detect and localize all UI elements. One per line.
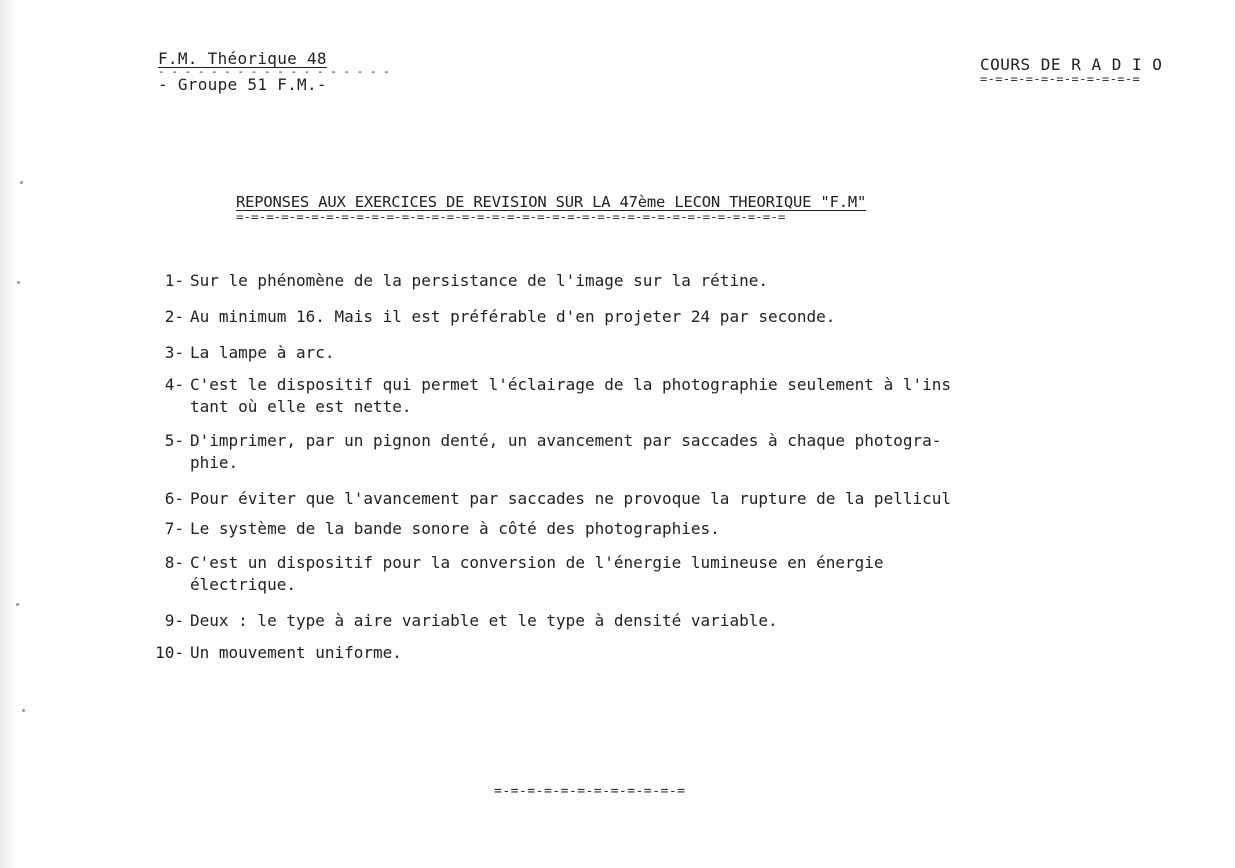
course-title-rule: =-=-=-=-=-=-=-=-=-=-= [980, 72, 1141, 86]
document-title: REPONSES AUX EXERCICES DE REVISION SUR LA 47ème LECON THEORIQUE "F.M" [236, 193, 867, 211]
answer-item [138, 518, 951, 540]
answer-text: Au minimum 16. Mais il est préférable d'en projeter 24 par seconde. [190, 307, 836, 326]
answer-number: 4- [164, 375, 184, 394]
answer-text: Le système de la bande sonore à côté des photographies. [190, 519, 720, 538]
answer-item [138, 270, 951, 292]
answer-item [138, 610, 951, 632]
answer-number: 3- [164, 343, 184, 362]
answer-number: 9- [164, 611, 184, 630]
answer-number: 7- [164, 519, 184, 538]
answer-number: 1- [164, 271, 184, 290]
answer-number: 2- [164, 307, 184, 326]
answer-text: Un mouvement uniforme. [190, 643, 402, 662]
header-left [158, 48, 390, 96]
header-divider: - - - - - - - - - - - - - - - - - - [158, 65, 390, 78]
answer-item [138, 342, 951, 364]
document-title-rule: =-=-=-=-=-=-=-=-=-=-=-=-=-=-=-=-=-=-=-=-=-=-=-=-=-=-=-=-=-=-=-=-=-=-=-=-= [236, 209, 786, 224]
scan-speck [20, 181, 23, 184]
course-reference: F.M. Théorique 48 [158, 49, 327, 68]
course-title: COURS DE R A D I O [980, 55, 1163, 74]
answer-text: La lampe à arc. [190, 343, 335, 362]
answer-text-continuation: électrique. [190, 575, 296, 594]
answer-text: D'imprimer, par un pignon denté, un avancement par saccades à chaque photogra- [190, 431, 942, 450]
answer-item [138, 488, 951, 510]
answer-text: Pour éviter que l'avancement par saccades ne provoque la rupture de la pellicul [190, 489, 951, 508]
scan-speck [17, 281, 20, 284]
answer-item [138, 552, 951, 596]
answer-text-continuation: tant où elle est nette. [190, 397, 412, 416]
answer-item [138, 306, 951, 328]
group-label: - Groupe 51 F.M.- [158, 75, 327, 94]
answer-number: 10- [155, 643, 184, 662]
answer-number: 6- [164, 489, 184, 508]
answer-text: C'est un dispositif pour la conversion de l'énergie lumineuse en énergie [190, 553, 884, 572]
answer-item [138, 374, 951, 418]
answer-text: C'est le dispositif qui permet l'éclairage de la photographie seulement à l'ins [190, 375, 951, 394]
footer-divider: =-=-=-=-=-=-=-=-=-=-=-= [494, 784, 686, 799]
answer-text-continuation: phie. [190, 453, 239, 472]
answer-item [138, 430, 951, 474]
answer-list [138, 270, 951, 664]
answer-number: 8- [164, 553, 184, 572]
answer-item [138, 642, 951, 664]
answer-text: Deux : le type à aire variable et le type à densité variable. [190, 611, 778, 630]
scan-speck [16, 603, 19, 606]
answer-text: Sur le phénomène de la persistance de l'image sur la rétine. [190, 271, 768, 290]
header-right [980, 54, 1163, 86]
scan-edge-shadow [0, 0, 14, 868]
document-title-block [236, 191, 867, 224]
scan-speck [22, 709, 25, 712]
answer-number: 5- [164, 431, 184, 450]
